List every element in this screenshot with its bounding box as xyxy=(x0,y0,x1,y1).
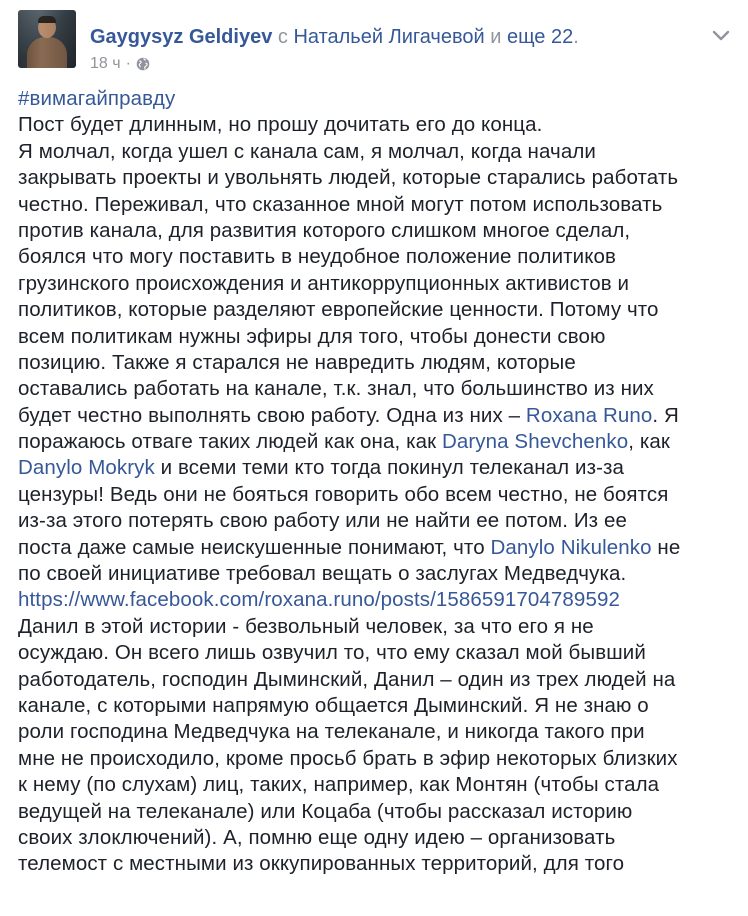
external-url-link[interactable]: https://www.facebook.com/roxana.runo/posts/1586591704789592 xyxy=(18,588,620,612)
globe-icon[interactable] xyxy=(136,57,150,71)
mention-daryna-shevchenko[interactable]: Daryna Shevchenko xyxy=(441,430,629,454)
post-line: мне не происходило, кроме просьб брать в эфир некоторых близких xyxy=(18,746,678,770)
post-line: честно. Переживал, что сказанное мной могут потом использовать xyxy=(18,192,663,216)
author-name-link[interactable]: Gaygysyz Geldiyev xyxy=(90,26,273,48)
post-line: политиков, которые разделяют европейские ценности. Потому что xyxy=(18,298,659,322)
post-text-segment: будет честно выполнять свою работу. Одна из них – xyxy=(18,403,526,427)
post-line: закрывать проекты и увольнять людей, которые старались работать xyxy=(18,166,679,190)
post-line xyxy=(18,535,738,561)
post-text-segment: и всеми теми кто тогда покинул телеканал из-за xyxy=(154,456,625,480)
hashtag-link[interactable]: #вимагайправду xyxy=(18,87,176,110)
tagged-person-link[interactable]: Натальей Лигачевой xyxy=(293,26,485,48)
post-text-segment: не xyxy=(651,535,681,559)
avatar-shading xyxy=(18,10,76,68)
post-line xyxy=(18,403,738,429)
post-line: работодатель, господин Дыминский, Данил – один из трех людей на xyxy=(18,667,676,691)
post-text-segment: поражаюсь отваге таких людей как она, как xyxy=(18,430,442,454)
mention-danylo-mokryk[interactable]: Danylo Mokryk xyxy=(18,456,155,480)
post-meta xyxy=(90,54,150,74)
post-body xyxy=(18,86,738,878)
post-line: против канала, для развития которого слишком многое сделал, xyxy=(18,218,631,242)
post-line: ведущей на телеканале) или Коцаба (чтобы рассказал историю xyxy=(18,799,633,823)
post-line: боялся что могу поставить в неудобное положение политиков xyxy=(18,245,616,269)
post-line: осуждаю. Он всего лишь озвучил то, что ему сказал мой бывший xyxy=(18,641,646,665)
post-line: всем политикам нужны эфиры для того, чтобы донести свою xyxy=(18,324,606,348)
post-line xyxy=(18,429,738,455)
post-line: по своей инициативе требовал вещать о заслугах Медведчука. xyxy=(18,562,627,586)
post-line: грузинского происхождения и антикоррупционных активистов и xyxy=(18,271,630,295)
post-text-segment: . Я xyxy=(652,403,679,427)
post-timestamp[interactable]: 18 ч xyxy=(90,55,121,72)
post-line: канале, с которыми напрямую общается Дыминский. Я не знаю о xyxy=(18,693,649,717)
chevron-down-icon[interactable] xyxy=(710,24,732,46)
post-line: позицию. Также я старался не навредить людям, которые xyxy=(18,350,576,374)
post-text-segment: , как xyxy=(628,430,670,454)
mention-roxana-runo[interactable]: Roxana Runo xyxy=(525,403,653,427)
post-line: Я молчал, когда ушел с канала сам, я молчал, когда начали xyxy=(18,139,596,163)
post-title-line xyxy=(90,24,579,50)
post-line: цензуры! Ведь они не бояться говорить обо всем честно, не боятся xyxy=(18,482,669,506)
and-text: и xyxy=(490,26,502,48)
post-line: Пост будет длинным, но прошу дочитать его до конца. xyxy=(18,113,543,137)
post-line xyxy=(18,455,738,481)
post-line: Данил в этой истории - безвольный человек, за что его я не xyxy=(18,614,594,638)
post-line: из-за этого потерять свою работу или не найти ее потом. Из ее xyxy=(18,509,627,533)
post-header xyxy=(18,10,738,80)
post-line: своих злоключений). А, помню еще одну идею – организовать xyxy=(18,825,616,849)
post-line: к нему (по слухам) лиц, таких, например, как Монтян (чтобы стала xyxy=(18,773,660,797)
meta-separator: · xyxy=(125,55,131,72)
author-avatar[interactable] xyxy=(18,10,76,68)
others-link[interactable]: еще 22 xyxy=(506,26,574,48)
post-line: телемост с местными из оккупированных территорий, для того xyxy=(18,852,625,876)
post-line: роли господина Медведчука на телеканале, и никогда такого при xyxy=(18,720,645,744)
mention-danylo-nikulenko[interactable]: Danylo Nikulenko xyxy=(490,535,652,559)
post-text-segment: поста даже самые неискушенные понимают, что xyxy=(18,535,491,559)
with-text: с xyxy=(277,26,288,48)
title-period: . xyxy=(573,26,579,48)
post-line: оставались работать на канале, т.к. знал, что большинство из них xyxy=(18,377,654,401)
